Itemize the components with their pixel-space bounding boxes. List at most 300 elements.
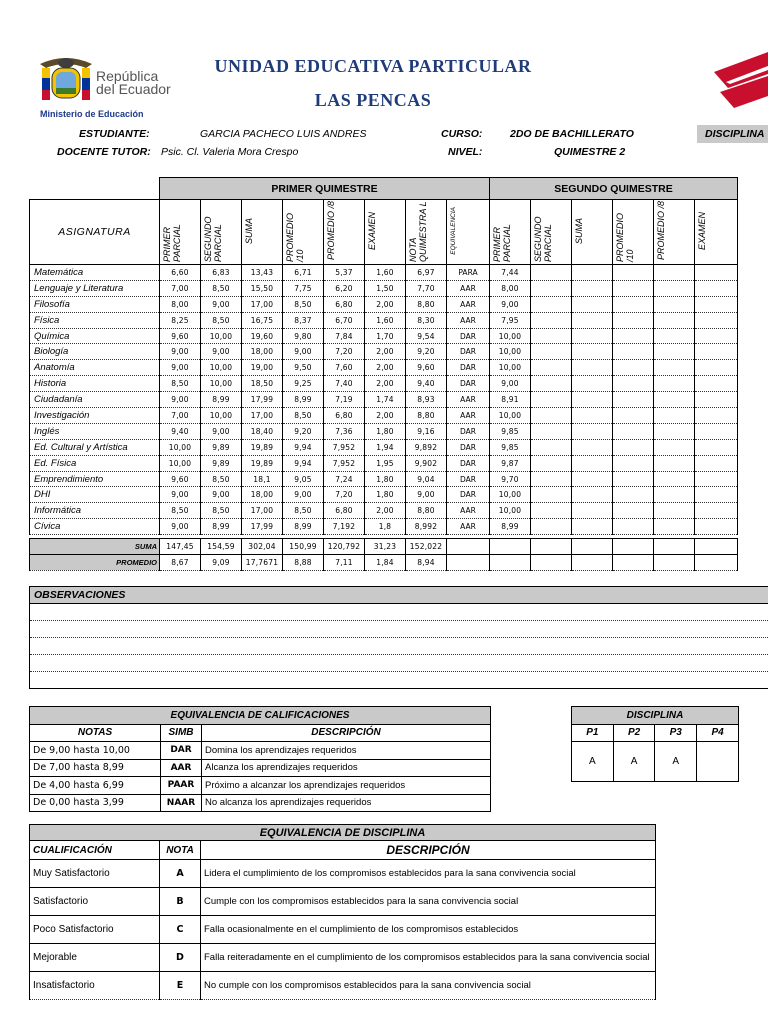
q2-grade-cell[interactable] <box>654 455 695 471</box>
q1-grade-cell: 9,00 <box>283 487 324 503</box>
q2-grade-cell[interactable] <box>531 360 572 376</box>
q2-grade-cell[interactable]: 10,00 <box>490 408 531 424</box>
subject-name: Emprendimiento <box>30 471 160 487</box>
q2-grade-cell[interactable] <box>531 328 572 344</box>
q2-grade-cell[interactable] <box>654 439 695 455</box>
q2-grade-cell[interactable] <box>695 423 738 439</box>
course-label: CURSO: <box>441 128 483 140</box>
q1-grade-cell: 16,75 <box>242 312 283 328</box>
q2-grade-cell[interactable]: 10,00 <box>490 503 531 519</box>
observations-box <box>29 586 768 689</box>
grade-range: De 7,00 hasta 8,99 <box>30 759 161 777</box>
q1-grade-cell: 8,50 <box>201 471 242 487</box>
col-nota: NOTA <box>160 841 201 860</box>
q2-grade-cell[interactable] <box>572 392 613 408</box>
q2-grade-cell[interactable]: 7,95 <box>490 312 531 328</box>
q1-grade-cell: 1,95 <box>365 455 406 471</box>
school-logo-icon <box>706 52 768 108</box>
q2-grade-cell[interactable] <box>572 296 613 312</box>
q1-grade-cell: 9,16 <box>406 423 447 439</box>
sum-cell-q2 <box>695 539 738 555</box>
qualification-code: B <box>160 888 201 916</box>
q1-grade-cell: 6,97 <box>406 265 447 281</box>
sum-cell-q2 <box>572 539 613 555</box>
discipline-header-cell: DISCIPLINA <box>697 125 768 143</box>
col-descripcion: DESCRIPCIÓN <box>202 724 491 742</box>
discipline-p1: A <box>572 742 614 782</box>
q1-column-header <box>201 200 242 265</box>
q1-grade-cell: 5,37 <box>324 265 365 281</box>
observation-line[interactable] <box>30 672 768 689</box>
average-cell: 8,94 <box>406 555 447 571</box>
qualification-code: A <box>160 860 201 888</box>
q2-grade-cell[interactable] <box>613 471 654 487</box>
q2-grade-cell[interactable]: 8,91 <box>490 392 531 408</box>
level-label: NIVEL: <box>448 146 483 158</box>
q2-grade-cell[interactable] <box>695 519 738 535</box>
q1-grade-cell: 9,00 <box>160 344 201 360</box>
average-label: PROMEDIO <box>30 555 160 571</box>
q2-grade-cell[interactable]: 9,00 <box>490 376 531 392</box>
q2-grade-cell[interactable]: 10,00 <box>490 344 531 360</box>
subject-name: Química <box>30 328 160 344</box>
q1-grade-cell: 7,00 <box>160 280 201 296</box>
equivalence-cell: DAR <box>447 344 490 360</box>
qualification-code: E <box>160 972 201 1000</box>
q1-grade-cell: 7,75 <box>283 280 324 296</box>
subject-name: Matemática <box>30 265 160 281</box>
q1-grade-cell: 9,50 <box>283 360 324 376</box>
q2-grade-cell[interactable] <box>654 312 695 328</box>
equivalence-cell: DAR <box>447 471 490 487</box>
q2-grade-cell[interactable] <box>572 423 613 439</box>
q2-grade-cell[interactable] <box>613 265 654 281</box>
q1-grade-cell: 10,00 <box>160 455 201 471</box>
q1-grade-cell: 1,94 <box>365 439 406 455</box>
q1-grade-cell: 18,00 <box>242 487 283 503</box>
q1-grade-cell: 7,70 <box>406 280 447 296</box>
q2-grade-cell[interactable] <box>613 455 654 471</box>
q1-grade-cell: 9,00 <box>160 519 201 535</box>
q1-grade-cell: 6,20 <box>324 280 365 296</box>
q2-grade-cell[interactable] <box>531 455 572 471</box>
q2-grade-cell[interactable] <box>695 503 738 519</box>
grade-row <box>30 408 738 424</box>
grade-description: No alcanza los aprendizajes requeridos <box>202 794 491 812</box>
q1-grade-cell: 7,24 <box>324 471 365 487</box>
q1-grade-cell: 7,20 <box>324 344 365 360</box>
q2-grade-cell[interactable] <box>654 503 695 519</box>
q2-grade-cell[interactable] <box>613 360 654 376</box>
q2-column-header <box>531 200 572 265</box>
q1-grade-cell: 8,992 <box>406 519 447 535</box>
q1-grade-cell: 10,00 <box>160 439 201 455</box>
q1-grade-cell: 8,99 <box>283 392 324 408</box>
q2-grade-cell[interactable] <box>572 519 613 535</box>
average-cell: 17,7671 <box>242 555 283 571</box>
grade-range: De 9,00 hasta 10,00 <box>30 742 161 760</box>
q1-grade-cell: 2,00 <box>365 376 406 392</box>
sum-cell: 302,04 <box>242 539 283 555</box>
q2-grade-cell[interactable] <box>654 519 695 535</box>
q1-header-text: PROMEDIO /10 <box>285 212 305 262</box>
q2-grade-cell[interactable] <box>654 408 695 424</box>
q2-grade-cell[interactable] <box>613 503 654 519</box>
q2-grade-cell[interactable] <box>572 471 613 487</box>
q1-grade-cell: 7,60 <box>324 360 365 376</box>
q2-grade-cell[interactable] <box>654 280 695 296</box>
observations-label: OBSERVACIONES <box>30 587 768 604</box>
q1-grade-cell: 9,89 <box>201 439 242 455</box>
q1-grade-cell: 6,80 <box>324 408 365 424</box>
student-name: GARCIA PACHECO LUIS ANDRES <box>200 128 367 140</box>
q2-grade-cell[interactable] <box>613 519 654 535</box>
q2-grade-cell[interactable] <box>695 360 738 376</box>
q2-grade-cell[interactable] <box>695 487 738 503</box>
q2-header-text: SUMA <box>574 217 584 244</box>
q1-grade-cell: 7,40 <box>324 376 365 392</box>
q1-grade-cell: 7,00 <box>160 408 201 424</box>
tutor-name: Psic. Cl. Valeria Mora Crespo <box>161 146 299 158</box>
sum-cell: 31,23 <box>365 539 406 555</box>
q2-grade-cell[interactable]: 8,99 <box>490 519 531 535</box>
q2-grade-cell[interactable] <box>531 487 572 503</box>
q2-grade-cell[interactable] <box>613 280 654 296</box>
average-cell: 8,67 <box>160 555 201 571</box>
observation-line[interactable] <box>30 655 768 672</box>
q1-grade-cell: 10,00 <box>201 408 242 424</box>
equivalence-cell: AAR <box>447 503 490 519</box>
q1-grade-cell: 2,00 <box>365 344 406 360</box>
q1-column-header <box>324 200 365 265</box>
q2-grade-cell[interactable] <box>654 360 695 376</box>
q2-grade-cell[interactable] <box>695 328 738 344</box>
q1-grade-cell: 1,80 <box>365 423 406 439</box>
q2-grade-cell[interactable] <box>613 392 654 408</box>
q2-grade-cell[interactable] <box>654 376 695 392</box>
q1-grade-cell: 10,00 <box>201 376 242 392</box>
q1-header-text: NOTA QUIMESTRA L <box>408 201 428 262</box>
q2-grade-cell[interactable] <box>613 439 654 455</box>
equivalence-cell: AAR <box>447 280 490 296</box>
q2-grade-cell[interactable] <box>613 344 654 360</box>
qualification-description: Falla reiteradamente en el cumplimiento de los compromisos establecidos para la sana convivencia social <box>201 944 656 972</box>
q2-grade-cell[interactable] <box>654 471 695 487</box>
q1-grade-cell: 8,50 <box>160 503 201 519</box>
q2-grade-cell[interactable] <box>531 519 572 535</box>
average-cell: 9,09 <box>201 555 242 571</box>
qualification: Muy Satisfactorio <box>30 860 160 888</box>
q2-grade-cell[interactable] <box>613 423 654 439</box>
q2-grade-cell[interactable]: 7,44 <box>490 265 531 281</box>
discipline-p4 <box>697 742 739 782</box>
q1-grade-cell: 7,192 <box>324 519 365 535</box>
q1-column-header <box>406 200 447 265</box>
q1-header-text: EQUIVALENCIA <box>450 207 457 255</box>
grade-row <box>30 503 738 519</box>
grade-range: De 4,00 hasta 6,99 <box>30 777 161 795</box>
q1-grade-cell: 9,60 <box>160 471 201 487</box>
q2-grade-cell[interactable] <box>531 280 572 296</box>
discipline-p2: A <box>613 742 655 782</box>
q2-grade-cell[interactable] <box>572 344 613 360</box>
q2-grade-cell[interactable] <box>613 487 654 503</box>
q1-grade-cell: 7,952 <box>324 439 365 455</box>
q2-grade-cell[interactable] <box>695 280 738 296</box>
subject-name: Física <box>30 312 160 328</box>
q2-grade-cell[interactable]: 9,00 <box>490 296 531 312</box>
q2-grade-cell[interactable] <box>531 503 572 519</box>
subject-name: Cívica <box>30 519 160 535</box>
q2-grade-cell[interactable] <box>531 471 572 487</box>
q1-grade-cell: 8,80 <box>406 296 447 312</box>
q1-grade-cell: 8,25 <box>160 312 201 328</box>
q1-grade-cell: 1,50 <box>365 280 406 296</box>
average-cell-q2 <box>654 555 695 571</box>
sum-cell-q2 <box>654 539 695 555</box>
q2-grade-cell[interactable] <box>654 296 695 312</box>
q2-grade-cell[interactable] <box>695 392 738 408</box>
sum-cell: 150,99 <box>283 539 324 555</box>
q1-grade-cell: 9,892 <box>406 439 447 455</box>
q2-grade-cell[interactable] <box>572 265 613 281</box>
q1-grade-cell: 6,70 <box>324 312 365 328</box>
q2-grade-cell[interactable]: 8,00 <box>490 280 531 296</box>
sum-cell: 152,022 <box>406 539 447 555</box>
q2-grade-cell[interactable] <box>531 423 572 439</box>
q1-grade-cell: 17,00 <box>242 296 283 312</box>
school-title-line-1: UNIDAD EDUCATIVA PARTICULAR <box>214 56 532 76</box>
sum-cell <box>447 539 490 555</box>
q2-grade-cell[interactable] <box>695 408 738 424</box>
grade-range: De 0,00 hasta 3,99 <box>30 794 161 812</box>
subject-name: DHI <box>30 487 160 503</box>
equivalence-cell: AAR <box>447 408 490 424</box>
q2-grade-cell[interactable]: 10,00 <box>490 328 531 344</box>
q1-grade-cell: 9,902 <box>406 455 447 471</box>
q2-grade-cell[interactable] <box>531 439 572 455</box>
q2-grade-cell[interactable] <box>572 312 613 328</box>
q2-grade-cell[interactable]: 9,85 <box>490 439 531 455</box>
q2-grade-cell[interactable] <box>695 376 738 392</box>
q1-grade-cell: 8,50 <box>283 503 324 519</box>
qualification: Poco Satisfactorio <box>30 916 160 944</box>
q1-grade-cell: 8,50 <box>283 408 324 424</box>
qualification-description: No cumple con los compromisos establecidos para la sana convivencia social <box>201 972 656 1000</box>
q1-grade-cell: 8,50 <box>283 296 324 312</box>
q1-grade-cell: 8,99 <box>201 392 242 408</box>
q2-grade-cell[interactable] <box>613 408 654 424</box>
qualification: Satisfactorio <box>30 888 160 916</box>
q2-grade-cell[interactable] <box>654 392 695 408</box>
q2-grade-cell[interactable] <box>695 296 738 312</box>
q2-grade-cell[interactable] <box>572 503 613 519</box>
grade-row <box>30 280 738 296</box>
q2-grade-cell[interactable] <box>572 360 613 376</box>
q2-grade-cell[interactable] <box>613 296 654 312</box>
q1-column-header <box>447 200 490 265</box>
q1-grade-cell: 8,50 <box>201 312 242 328</box>
q2-grade-cell[interactable] <box>654 328 695 344</box>
q1-grade-cell: 9,60 <box>160 328 201 344</box>
q1-grade-cell: 18,40 <box>242 423 283 439</box>
q1-grade-cell: 9,94 <box>283 439 324 455</box>
q2-grade-cell[interactable]: 10,00 <box>490 487 531 503</box>
level-value: QUIMESTRE 2 <box>554 146 626 158</box>
grade-description: Alcanza los aprendizajes requeridos <box>202 759 491 777</box>
q2-grade-cell[interactable] <box>572 408 613 424</box>
qualification-code: D <box>160 944 201 972</box>
q1-grade-cell: 7,952 <box>324 455 365 471</box>
subject-name: Investigación <box>30 408 160 424</box>
observation-line[interactable] <box>30 604 768 621</box>
q1-grade-cell: 8,50 <box>201 503 242 519</box>
q1-grade-cell: 19,89 <box>242 455 283 471</box>
q1-grade-cell: 9,20 <box>283 423 324 439</box>
q1-column-header <box>283 200 324 265</box>
q1-grade-cell: 2,00 <box>365 408 406 424</box>
grade-row <box>30 519 738 535</box>
q2-grade-cell[interactable] <box>654 265 695 281</box>
grade-description: Domina los aprendizajes requeridos <box>202 742 491 760</box>
q1-grade-cell: 10,00 <box>201 328 242 344</box>
subject-name: Ed. Física <box>30 455 160 471</box>
equivalence-cell: AAR <box>447 296 490 312</box>
grade-row <box>30 344 738 360</box>
average-cell-q2 <box>695 555 738 571</box>
q2-grade-cell[interactable] <box>531 344 572 360</box>
q2-grade-cell[interactable] <box>531 376 572 392</box>
q2-grade-cell[interactable] <box>572 328 613 344</box>
equivalence-cell: DAR <box>447 360 490 376</box>
q2-grade-cell[interactable]: 9,85 <box>490 423 531 439</box>
q2-grade-cell[interactable] <box>572 439 613 455</box>
q1-grade-cell: 1,60 <box>365 312 406 328</box>
grade-row <box>30 296 738 312</box>
observation-line[interactable] <box>30 638 768 655</box>
q1-grade-cell: 1,80 <box>365 487 406 503</box>
q2-grade-cell[interactable] <box>613 376 654 392</box>
q2-grade-cell[interactable]: 9,70 <box>490 471 531 487</box>
q2-grade-cell[interactable] <box>613 312 654 328</box>
q2-grade-cell[interactable] <box>695 312 738 328</box>
q1-grade-cell: 18,50 <box>242 376 283 392</box>
q1-grade-cell: 8,37 <box>283 312 324 328</box>
q1-grade-cell: 7,19 <box>324 392 365 408</box>
q1-grade-cell: 8,80 <box>406 503 447 519</box>
q2-grade-cell[interactable] <box>654 344 695 360</box>
equivalence-cell: DAR <box>447 423 490 439</box>
q1-grade-cell: 9,00 <box>201 344 242 360</box>
q2-header-text: SEGUNDO PARCIAL <box>533 216 553 262</box>
q1-grade-cell: 8,00 <box>160 296 201 312</box>
grade-symbol: DAR <box>161 742 202 760</box>
q2-grade-cell[interactable] <box>695 455 738 471</box>
grade-description: Próximo a alcanzar los aprendizajes requeridos <box>202 777 491 795</box>
grades-table <box>29 177 738 571</box>
q2-grade-cell[interactable]: 9,87 <box>490 455 531 471</box>
q1-grade-cell: 1,70 <box>365 328 406 344</box>
q1-grade-cell: 9,04 <box>406 471 447 487</box>
q2-grade-cell[interactable] <box>695 265 738 281</box>
q1-grade-cell: 19,00 <box>242 360 283 376</box>
q2-grade-cell[interactable] <box>572 455 613 471</box>
q1-grade-cell: 9,20 <box>406 344 447 360</box>
ministry-name: Ministerio de Educación <box>40 109 144 119</box>
discipline-equivalence-table <box>29 824 656 1000</box>
q1-header-text: SUMA <box>244 217 254 244</box>
col-notas: NOTAS <box>30 724 161 742</box>
q1-grade-cell: 9,89 <box>201 455 242 471</box>
q2-grade-cell[interactable] <box>695 439 738 455</box>
equivalence-cell: AAR <box>447 519 490 535</box>
discipline-equivalence-title: EQUIVALENCIA DE DISCIPLINA <box>30 825 656 841</box>
subject-name: Informática <box>30 503 160 519</box>
q2-grade-cell[interactable] <box>654 487 695 503</box>
grade-equivalence-title: EQUIVALENCIA DE CALIFICACIONES <box>30 707 491 725</box>
q2-grade-cell[interactable] <box>531 408 572 424</box>
q2-grade-cell[interactable] <box>572 376 613 392</box>
equivalence-cell: DAR <box>447 328 490 344</box>
q2-grade-cell[interactable] <box>572 280 613 296</box>
q2-grade-cell[interactable] <box>531 392 572 408</box>
q2-header-text: PROMEDIO /10 <box>615 212 635 262</box>
q2-grade-cell[interactable] <box>654 423 695 439</box>
q1-grade-cell: 9,00 <box>201 487 242 503</box>
q1-grade-cell: 19,60 <box>242 328 283 344</box>
q1-column-header <box>242 200 283 265</box>
equivalence-cell: AAR <box>447 392 490 408</box>
q1-grade-cell: 9,00 <box>201 296 242 312</box>
q2-grade-cell[interactable] <box>613 328 654 344</box>
average-cell: 8,88 <box>283 555 324 571</box>
q2-grade-cell[interactable] <box>695 344 738 360</box>
q2-grade-cell[interactable] <box>695 471 738 487</box>
ecuador-coat-of-arms-icon <box>36 54 96 106</box>
q2-grade-cell[interactable] <box>531 265 572 281</box>
q1-grade-cell: 19,89 <box>242 439 283 455</box>
q1-header-text: PRIMER PARCIAL <box>162 224 182 262</box>
q2-grade-cell[interactable] <box>572 487 613 503</box>
q1-grade-cell: 13,43 <box>242 265 283 281</box>
sum-cell: 147,45 <box>160 539 201 555</box>
observation-line[interactable] <box>30 621 768 638</box>
q2-column-header <box>695 200 738 265</box>
q2-grade-cell[interactable]: 10,00 <box>490 360 531 376</box>
q1-grade-cell: 9,40 <box>160 423 201 439</box>
qualification: Mejorable <box>30 944 160 972</box>
q1-grade-cell: 17,99 <box>242 392 283 408</box>
grade-symbol: NAAR <box>161 794 202 812</box>
grade-row <box>30 471 738 487</box>
q1-grade-cell: 6,80 <box>324 296 365 312</box>
grade-row <box>30 328 738 344</box>
q2-grade-cell[interactable] <box>531 312 572 328</box>
q1-grade-cell: 2,00 <box>365 360 406 376</box>
q1-grade-cell: 9,00 <box>160 392 201 408</box>
tutor-label: DOCENTE TUTOR: <box>57 146 151 158</box>
q2-grade-cell[interactable] <box>531 296 572 312</box>
q1-header-text: PROMEDIO /8 <box>326 201 336 261</box>
band-first-quimestre: PRIMER QUIMESTRE <box>160 178 490 200</box>
grade-row <box>30 455 738 471</box>
q1-grade-cell: 8,99 <box>201 519 242 535</box>
equivalence-cell: DAR <box>447 487 490 503</box>
grade-row <box>30 392 738 408</box>
q1-grade-cell: 7,36 <box>324 423 365 439</box>
sum-cell-q2 <box>490 539 531 555</box>
equivalence-cell: DAR <box>447 439 490 455</box>
